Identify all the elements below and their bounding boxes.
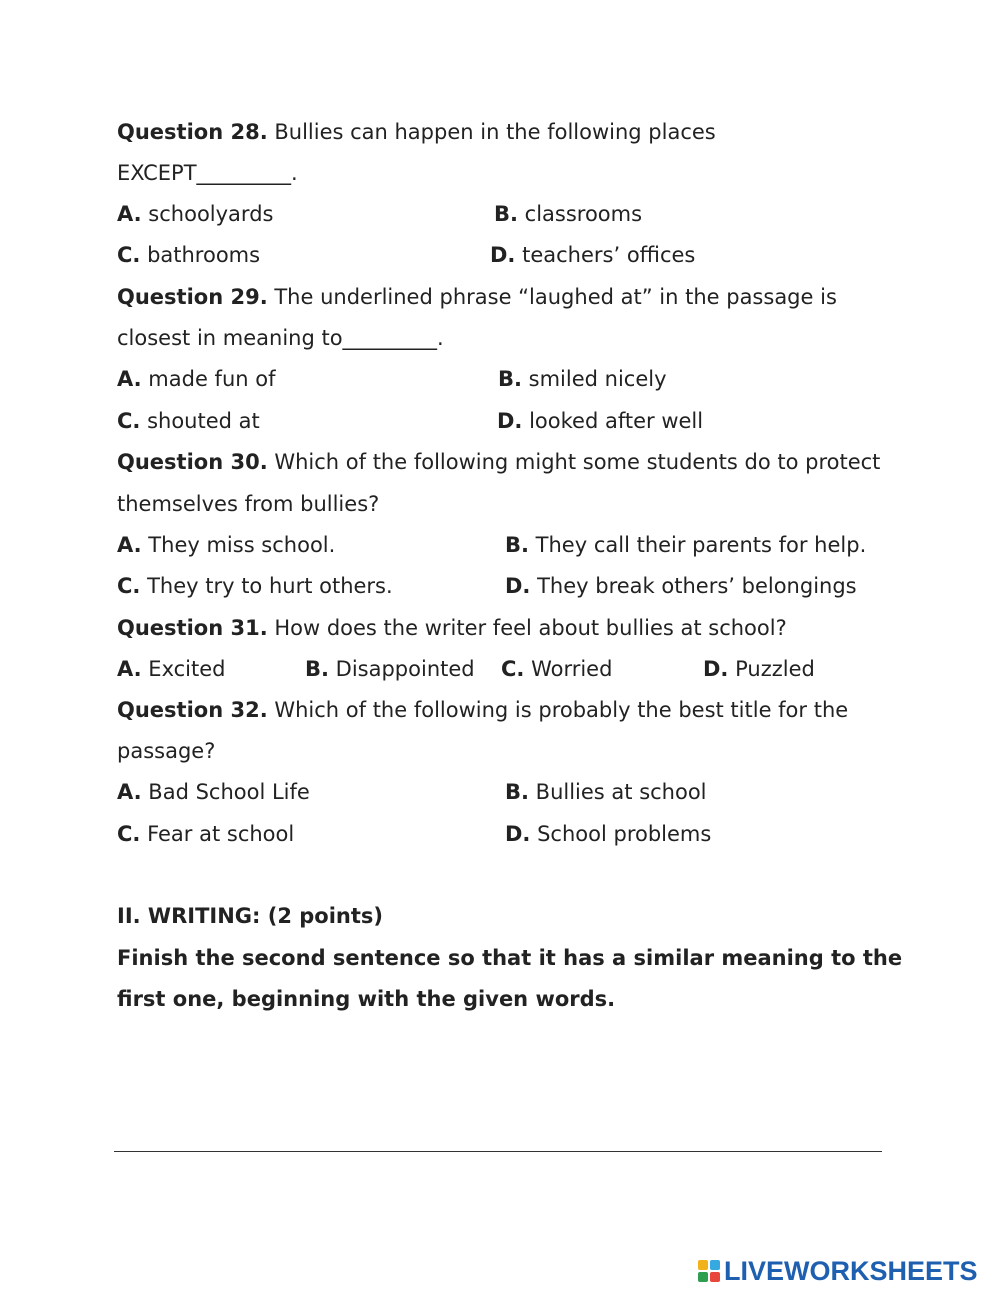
question-29-stem-continued: closest in meaning to_________.	[117, 326, 444, 350]
question-30-label: Question 30.	[117, 450, 268, 474]
question-32-stem: Question 32. Which of the following is probably the best title for the	[117, 698, 849, 722]
q29-option-b[interactable]: B. smiled nicely	[498, 367, 667, 391]
q31-option-a[interactable]: A. Excited	[117, 657, 226, 681]
q28-option-a[interactable]: A. schoolyards	[117, 202, 274, 226]
q31-option-b[interactable]: B. Disappointed	[305, 657, 475, 681]
q29-option-d[interactable]: D. looked after well	[497, 409, 704, 433]
question-31-label: Question 31.	[117, 616, 268, 640]
q31-option-d[interactable]: D. Puzzled	[703, 657, 815, 681]
logo-square	[710, 1272, 720, 1282]
q30-option-c[interactable]: C. They try to hurt others.	[117, 574, 393, 598]
logo-square	[698, 1272, 708, 1282]
q29-option-c[interactable]: C. shouted at	[117, 409, 260, 433]
q28-option-b[interactable]: B. classrooms	[494, 202, 643, 226]
question-32-stem-continued: passage?	[117, 739, 216, 763]
question-31-stem: Question 31. How does the writer feel about bullies at school?	[117, 616, 787, 640]
q28-option-c[interactable]: C. bathrooms	[117, 243, 261, 267]
logo-square	[698, 1260, 708, 1270]
question-29-label: Question 29.	[117, 285, 268, 309]
q32-option-d[interactable]: D. School problems	[505, 822, 712, 846]
q28-option-d[interactable]: D. teachers’ offices	[490, 243, 696, 267]
question-30-stem: Question 30. Which of the following might some students do to protect	[117, 450, 881, 474]
writing-instruction-line-1: Finish the second sentence so that it has a similar meaning to the	[117, 946, 903, 970]
writing-instruction-line-2: first one, beginning with the given words.	[117, 987, 616, 1011]
q31-option-c[interactable]: C. Worried	[501, 657, 613, 681]
writing-heading: II. WRITING: (2 points)	[117, 904, 383, 928]
q32-option-b[interactable]: B. Bullies at school	[505, 780, 707, 804]
q30-option-b[interactable]: B. They call their parents for help.	[505, 533, 867, 557]
question-29-stem: Question 29. The underlined phrase “laughed at” in the passage is	[117, 285, 837, 309]
q30-option-a[interactable]: A. They miss school.	[117, 533, 336, 557]
liveworksheets-logo-icon	[698, 1260, 720, 1282]
question-30-stem-continued: themselves from bullies?	[117, 492, 380, 516]
answer-line[interactable]	[114, 1151, 882, 1152]
question-32-label: Question 32.	[117, 698, 268, 722]
q32-option-a[interactable]: A. Bad School Life	[117, 780, 310, 804]
q32-option-c[interactable]: C. Fear at school	[117, 822, 295, 846]
liveworksheets-logo	[698, 1255, 978, 1287]
q29-option-a[interactable]: A. made fun of	[117, 367, 276, 391]
logo-square	[710, 1260, 720, 1270]
logo-text: LIVEWORKSHEETS	[724, 1256, 978, 1286]
question-28-label: Question 28.	[117, 120, 268, 144]
question-28-stem: Question 28. Bullies can happen in the following places	[117, 120, 716, 144]
question-28-stem-continued: EXCEPT_________.	[117, 161, 298, 185]
q30-option-d[interactable]: D. They break others’ belongings	[505, 574, 857, 598]
